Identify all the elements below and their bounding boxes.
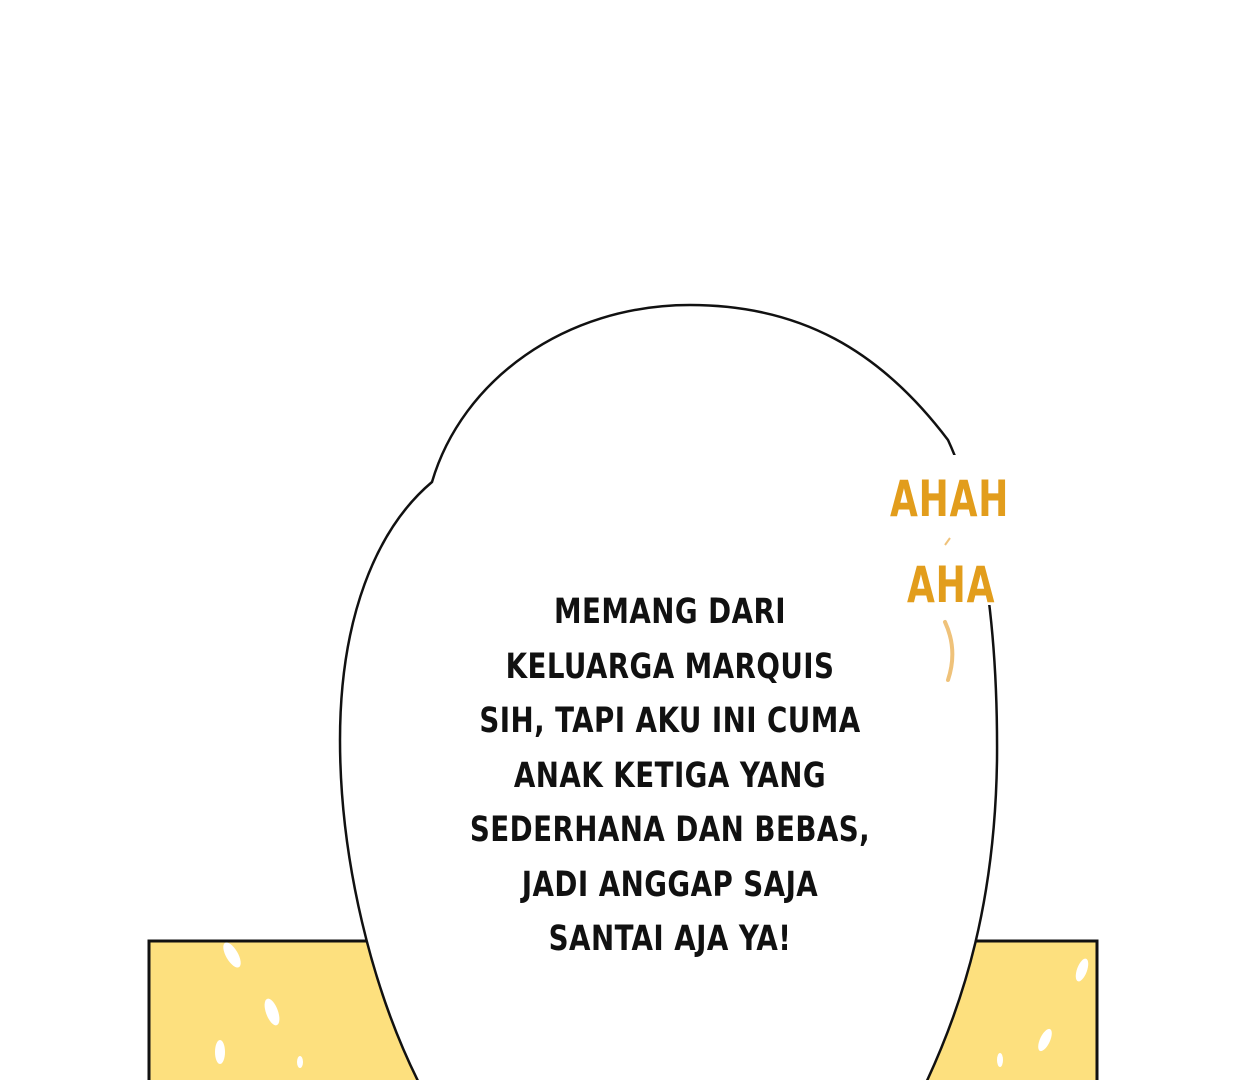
dialogue-line: KELUARGA MARQUIS xyxy=(505,646,835,687)
sound-effect-line: AHA xyxy=(907,556,996,614)
dialogue-line: JADI ANGGAP SAJA xyxy=(521,864,819,905)
dialogue-line: ANAK KETIGA YANG xyxy=(513,755,827,796)
dialogue-line: MEMANG DARI xyxy=(553,592,787,632)
dialogue-line: SANTAI AJA YA! xyxy=(548,919,792,959)
sound-effect-line: AHAH xyxy=(890,470,1010,528)
speech-bubble-text xyxy=(450,585,890,967)
dialogue-line: SIH, TAPI AKU INI CUMA xyxy=(479,701,861,741)
dialogue-line: SEDERHANA DAN BEBAS, xyxy=(469,810,871,850)
